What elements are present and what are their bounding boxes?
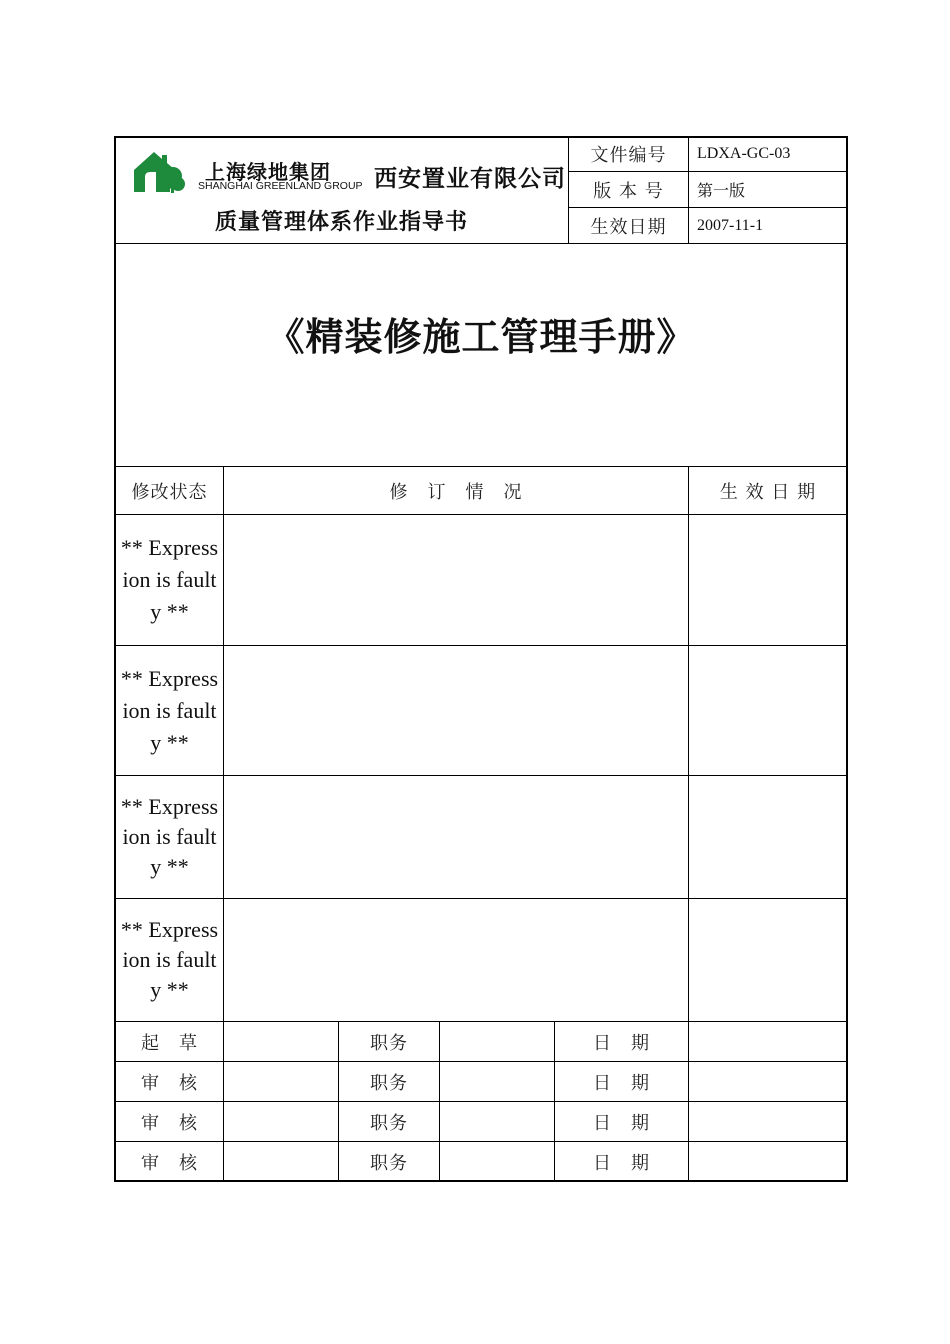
company-name: 西安置业有限公司 <box>374 166 566 192</box>
signoff-date-label: 日 期 <box>593 1032 650 1054</box>
revision-effective-header: 生 效 日 期 <box>719 481 817 503</box>
effective-date-label: 生效日期 <box>590 216 667 238</box>
signoff-date-label: 日 期 <box>593 1072 650 1094</box>
signoff-role: 起 草 <box>141 1032 198 1054</box>
signoff-role: 审 核 <box>141 1072 198 1094</box>
file-number-label: 文件编号 <box>590 145 667 166</box>
signoff-role: 审 核 <box>141 1112 198 1134</box>
signoff-position-label: 职务 <box>370 1112 408 1134</box>
file-number-value: LDXA-GC-03 <box>697 145 791 162</box>
document-title: 《精装修施工管理手册》 <box>266 314 696 359</box>
logo-chinese-name: 上海绿地集团 <box>205 160 331 184</box>
revision-status-cell: ** Expression is faulty ** <box>120 535 219 624</box>
company-logo <box>132 148 186 194</box>
greenland-logo-icon <box>132 148 186 194</box>
revision-status-header: 修改状态 <box>131 481 208 503</box>
signoff-position-label: 职务 <box>370 1152 408 1174</box>
revision-status-cell: ** Expression is faulty ** <box>120 665 219 755</box>
revision-details-header: 修 订 情 况 <box>389 481 523 503</box>
system-title: 质量管理体系作业指导书 <box>215 210 469 235</box>
signoff-date-label: 日 期 <box>593 1112 650 1134</box>
revision-status-cell: ** Expression is faulty ** <box>120 794 219 879</box>
version-value: 第一版 <box>697 183 746 200</box>
signoff-position-label: 职务 <box>370 1072 408 1094</box>
revision-status-cell: ** Expression is faulty ** <box>120 917 219 1002</box>
logo-english-name: SHANGHAI GREENLAND GROUP <box>198 180 363 192</box>
version-label: 版 本 号 <box>593 180 664 202</box>
signoff-position-label: 职务 <box>370 1032 408 1054</box>
signoff-date-label: 日 期 <box>593 1152 650 1174</box>
effective-date-value: 2007-11-1 <box>697 216 764 234</box>
signoff-role: 审 核 <box>141 1152 198 1174</box>
